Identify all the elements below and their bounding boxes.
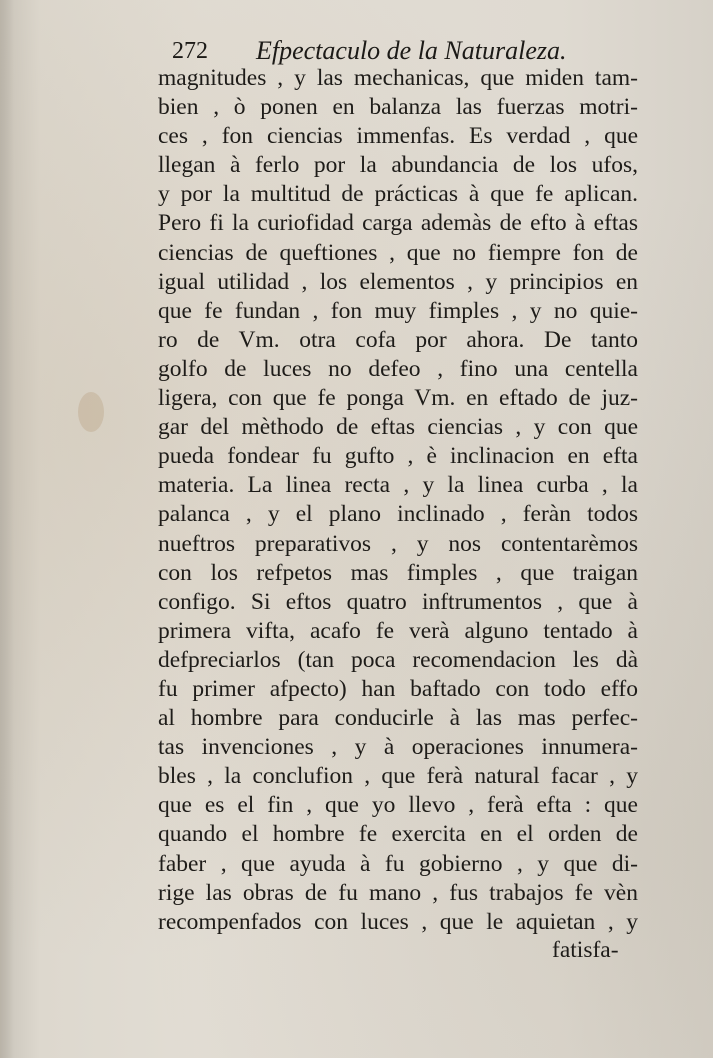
- text-line: nueftros preparativos , y nos contentarèmos: [158, 530, 638, 557]
- text-line: gar del mèthodo de eftas ciencias , y con que: [158, 414, 638, 441]
- text-line: configo. Si eftos quatro inftrumentos , que à: [158, 588, 638, 615]
- text-line: primera vifta, acafo fe verà alguno tentado à: [158, 617, 638, 644]
- text-line: recompenfados con luces , que le aquietan , y: [158, 908, 638, 935]
- page-binding-shadow: [0, 0, 14, 1058]
- page-header: [172, 34, 592, 68]
- text-line: ces , fon ciencias immenfas. Es verdad , que: [158, 123, 638, 150]
- text-line: igual utilidad , los elementos , y principios en: [158, 268, 638, 295]
- page-number: 272: [172, 38, 208, 64]
- text-line: que es el fin , que yo llevo , ferà efta : que: [158, 792, 638, 819]
- text-line: y por la multitud de prácticas à que fe aplican.: [158, 181, 638, 208]
- text-line: ro de Vm. otra cofa por ahora. De tanto: [158, 326, 638, 353]
- text-line: magnitudes , y las mechanicas, que miden tam-: [158, 65, 638, 91]
- text-line: palanca , y el plano inclinado , feràn todos: [158, 501, 638, 528]
- text-line: ligera, con que fe ponga Vm. en eftado de juz-: [158, 385, 638, 412]
- text-line: tas invenciones , y à operaciones innumera-: [158, 734, 638, 761]
- body-text: [158, 64, 638, 937]
- text-line: que fe fundan , fon muy fimples , y no quie-: [158, 297, 638, 324]
- text-line: bien , ò ponen en balanza las fuerzas motri-: [158, 94, 638, 121]
- text-line: llegan à ferlo por la abundancia de los ufos,: [158, 152, 638, 179]
- text-line: ciencias de queftiones , que no fiempre fon de: [158, 239, 638, 266]
- text-line: rige las obras de fu mano , fus trabajos fe vèn: [158, 879, 638, 906]
- text-line: fu primer afpecto) han baftado con todo effo: [158, 675, 638, 702]
- text-line: materia. La linea recta , y la linea curba , la: [158, 472, 638, 499]
- running-title: Efpectaculo de la Naturaleza.: [256, 36, 567, 65]
- catchword: fatisfa-: [552, 937, 619, 963]
- text-line: golfo de luces no defeo , fino una centella: [158, 355, 638, 382]
- text-line: al hombre para conducirle à las mas perfec-: [158, 705, 638, 732]
- text-line: pueda fondear fu gufto , è inclinacion en efta: [158, 443, 638, 470]
- text-line: bles , la conclufion , que ferà natural facar , y: [158, 763, 638, 790]
- text-line: con los refpetos mas fimples , que traigan: [158, 559, 638, 586]
- text-line: quando el hombre fe exercita en el orden de: [158, 821, 638, 848]
- text-line: Pero fi la curiofidad carga ademàs de efto à eftas: [158, 210, 638, 237]
- paper-stain: [78, 392, 104, 432]
- text-line: defpreciarlos (tan poca recomendacion les dà: [158, 646, 638, 673]
- text-line: faber , que ayuda à fu gobierno , y que di-: [158, 850, 638, 877]
